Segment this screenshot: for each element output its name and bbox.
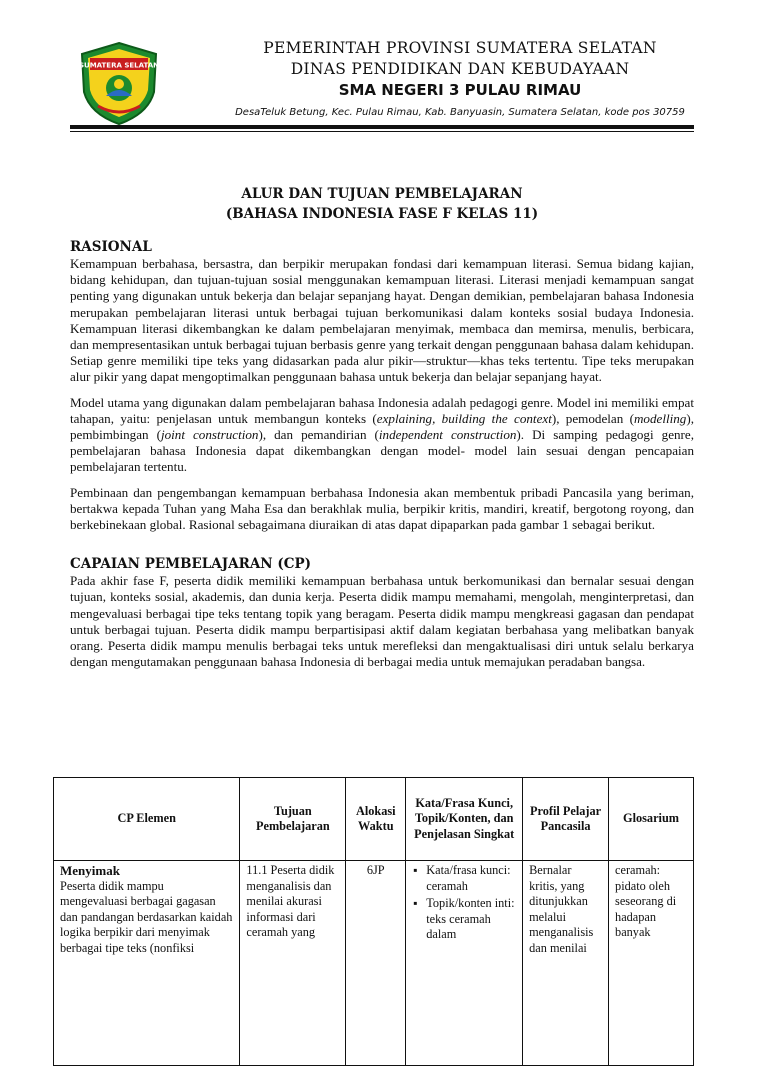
- rasional-paragraph-2: Model utama yang digunakan dalam pembelajaran bahasa Indonesia adalah pedagogi genre. Model ini memiliki empat tahapan, yaitu: penjelasan untuk membangun konteks (explaining, building the context), pemodelan (modelling), pembimbingan (joint construction), dan pemandirian (independent construction). Di samping pedagogi genre, pembelajaran bahasa Indonesia dapat dikembangkan dengan model- model lain sesuai dengan pencapaian pembelajaran tertentu.: [70, 394, 695, 475]
- header-glosarium: Glosarium: [609, 778, 694, 861]
- cp-elemen-text: Peserta didik mampu mengevaluasi berbagai gagasan dan pandangan berdasarkan kaidah logika berpikir dari menyimak berbagai tipe teks (nonfiksi: [60, 878, 233, 955]
- letterhead-address: DesaTeluk Betung, Kec. Pulau Rimau, Kab. Banyuasin, Sumatera Selatan, kode pos 30759: [235, 107, 685, 118]
- header-tujuan: Tujuan Pembelajaran: [240, 778, 346, 861]
- letterhead-department: DINAS PENDIDIKAN DAN KEBUDAYAAN: [290, 60, 630, 78]
- cp-table: [53, 777, 694, 1066]
- header-cp-elemen: CP Elemen: [54, 778, 240, 861]
- rasional-heading: RASIONAL: [70, 239, 152, 255]
- capaian-paragraph: Pada akhir fase F, peserta didik memiliki kemampuan berbahasa untuk berkomunikasi dan bernalar sesuai dengan tujuan, konteks sosial, akademis, dan dunia kerja. Peserta didik mampu memahami, mengolah, menginterpretasi, dan mengevaluasi berbagai tipe teks tentang topik yang beragam. Peserta didik mampu mengkreasi gagasan dan pendapat untuk berbagai tujuan. Peserta didik mampu berpartisipasi aktif dalam kegiatan berbahasa yang melibatkan banyak orang. Peserta didik mampu menulis berbagai teks untuk merefleksi dan mengaktualisasi diri untuk selalu berkarya dengan mengutamakan penggunaan bahasa Indonesia di berbagai media untuk memajukan peradaban bangsa.: [70, 573, 694, 670]
- cell-cp-elemen: [54, 861, 240, 1066]
- list-item: ▪ Topik/konten inti: teks ceramah dalam: [426, 896, 516, 943]
- cell-alokasi: 6JP: [346, 861, 406, 1066]
- cell-glosarium: ceramah: pidato oleh seseorang di hadapan banyak: [609, 861, 694, 1066]
- rasional-paragraph-1: Kemampuan berbahasa, bersastra, dan berpikir merupakan fondasi dari kemampuan literasi. Semua bidang kajian, bidang kehidupan, dan tujuan-tujuan sosial menggunakan kemampuan literasi. Literasi menjadi kemampuan sangat penting yang digunakan untuk bekerja dan belajar sepanjang hayat. Dengan demikian, pembelajaran bahasa Indonesia merupakan pembelajaran literasi untuk berbagai tujuan berkomunikasi dalam konteks sosial budaya Indonesia. Kemampuan literasi dikembangkan ke dalam pembelajaran menyimak, membaca dan memirsa, menulis, berbicara, dan mempresentasikan untuk berbagai tujuan berbasis genre yang terkait dengan penggunaan bahasa dalam kehidupan. Setiap genre memiliki tipe teks yang didasarkan pada alur pikir—struktur—khas teks tertentu. Tipe teks merupakan alur pikir yang dapat mengoptimalkan penggunaan bahasa untuk bekerja dan belajar sepanjang hayat.: [70, 256, 694, 385]
- letterhead-rule-thick: [70, 125, 694, 129]
- cell-tujuan: 11.1 Peserta didik menganalisis dan menilai akurasi informasi dari ceramah yang: [240, 861, 346, 1066]
- table-header-row: [54, 778, 694, 861]
- header-profil: Profil Pelajar Pancasila: [523, 778, 609, 861]
- cp-elemen-title: Menyimak: [60, 863, 120, 878]
- letterhead: [170, 38, 750, 124]
- capaian-heading: CAPAIAN PEMBELAJARAN (CP): [70, 556, 312, 573]
- province-logo: [76, 40, 162, 126]
- letterhead-school: SMA NEGERI 3 PULAU RIMAU: [338, 81, 582, 99]
- table-row: [54, 861, 694, 1066]
- cell-kata-frasa: [406, 861, 523, 1066]
- logo-text: SUMATERA SELATAN: [78, 61, 160, 70]
- header-alokasi: Alokasi Waktu: [346, 778, 406, 861]
- list-item: ▪ Kata/frasa kunci: ceramah: [426, 863, 516, 894]
- document-title: [70, 184, 694, 224]
- document-body: [70, 238, 694, 670]
- document-title-line2: (BAHASA INDONESIA FASE F KELAS 11): [225, 206, 539, 222]
- letterhead-government: PEMERINTAH PROVINSI SUMATERA SELATAN: [263, 39, 657, 57]
- rasional-paragraph-3: Pembinaan dan pengembangan kemampuan berbahasa Indonesia akan membentuk pribadi Pancasila yang beriman, bertakwa kepada Tuhan yang Maha Esa dan berakhlak mulia, berpikir kritis, mandiri, kreatif, bergotong royong, dan berkebinekaan global. Rasional sebagaimana diuraikan di atas dapat dipaparkan pada gambar 1 sebagai berikut.: [70, 484, 694, 533]
- letterhead-rule-thin: [70, 131, 694, 132]
- header-kata-frasa: Kata/Frasa Kunci, Topik/Konten, dan Penjelasan Singkat: [406, 778, 523, 861]
- document-title-line1: ALUR DAN TUJUAN PEMBELAJARAN: [241, 186, 523, 202]
- cell-profil: Bernalar kritis, yang ditunjukkan melalui menganalisis dan menilai: [523, 861, 609, 1066]
